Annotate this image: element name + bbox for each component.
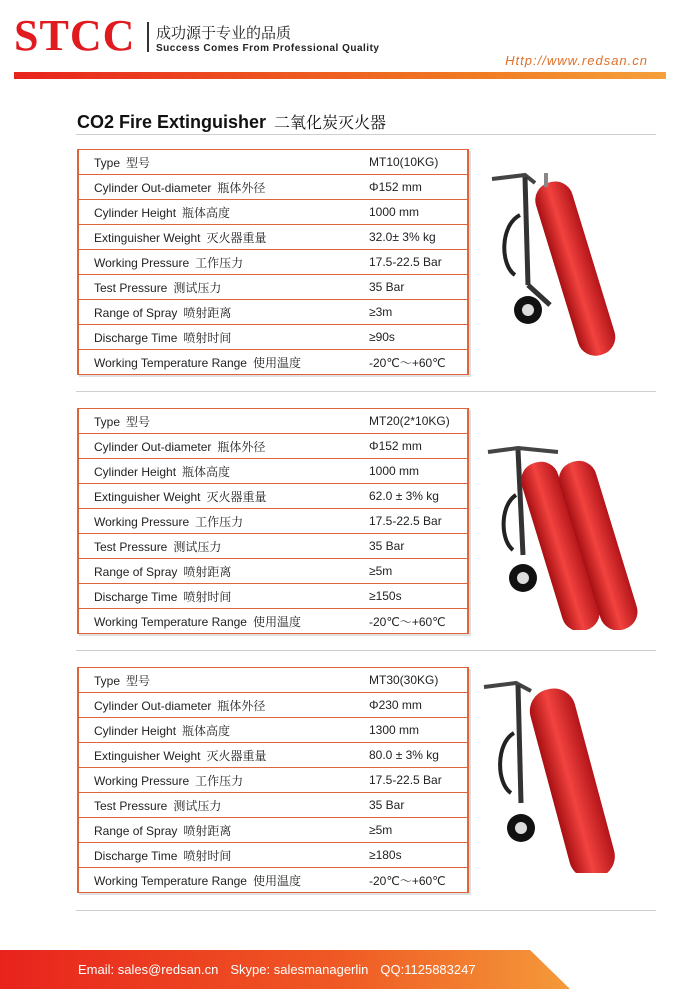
spec-value: MT30(30KG) bbox=[349, 668, 468, 693]
logo-divider bbox=[147, 22, 149, 52]
spec-label-cn: 瓶体外径 bbox=[217, 698, 266, 713]
spec-label-cn: 喷射距离 bbox=[183, 305, 232, 320]
spec-label-cn: 测试压力 bbox=[173, 798, 222, 813]
spec-row bbox=[78, 300, 468, 325]
spec-value: 1300 mm bbox=[349, 718, 468, 743]
spec-value: 32.0± 3% kg bbox=[349, 225, 468, 250]
spec-value: MT10(10KG) bbox=[349, 150, 468, 175]
spec-label-en: Range of Spray bbox=[94, 823, 178, 838]
spec-row bbox=[78, 584, 468, 609]
spec-label-cn: 喷射距离 bbox=[183, 564, 232, 579]
spec-label bbox=[78, 743, 349, 768]
spec-label bbox=[78, 275, 349, 300]
spec-label-en: Working Pressure bbox=[94, 514, 190, 529]
spec-label bbox=[78, 150, 349, 175]
spec-row bbox=[78, 693, 468, 718]
spec-label bbox=[78, 718, 349, 743]
spec-label-cn: 瓶体高度 bbox=[182, 205, 231, 220]
spec-label bbox=[78, 534, 349, 559]
spec-label-en: Test Pressure bbox=[94, 798, 168, 813]
spec-label bbox=[78, 843, 349, 868]
spec-label-cn: 测试压力 bbox=[173, 539, 222, 554]
spec-label bbox=[78, 434, 349, 459]
spec-label bbox=[78, 609, 349, 634]
spec-row bbox=[78, 718, 468, 743]
spec-row bbox=[78, 250, 468, 275]
spec-label-en: Test Pressure bbox=[94, 280, 168, 295]
spec-row bbox=[78, 843, 468, 868]
website-link[interactable]: Http://www.redsan.cn bbox=[505, 53, 648, 68]
spec-label bbox=[78, 200, 349, 225]
spec-label-cn: 瓶体外径 bbox=[217, 439, 266, 454]
spec-value: -20℃～+60℃ bbox=[349, 609, 468, 634]
spec-row bbox=[78, 275, 468, 300]
spec-value: 35 Bar bbox=[349, 275, 468, 300]
footer-skype[interactable]: Skype: salesmanagerlin bbox=[230, 962, 369, 977]
spec-label bbox=[78, 175, 349, 200]
section-divider bbox=[76, 910, 656, 911]
spec-row bbox=[78, 325, 468, 350]
spec-row bbox=[78, 350, 468, 375]
spec-label bbox=[78, 668, 349, 693]
spec-row bbox=[78, 459, 468, 484]
spec-value: ≥150s bbox=[349, 584, 468, 609]
spec-value: 80.0 ± 3% kg bbox=[349, 743, 468, 768]
footer-contacts bbox=[78, 962, 488, 977]
spec-label-cn: 型号 bbox=[126, 673, 151, 688]
spec-value: -20℃～+60℃ bbox=[349, 350, 468, 375]
spec-value: 35 Bar bbox=[349, 534, 468, 559]
mt30-extinguisher-image bbox=[476, 673, 641, 873]
title-divider bbox=[76, 134, 656, 135]
spec-label-en: Working Temperature Range bbox=[94, 355, 247, 370]
spec-label-cn: 灭火器重量 bbox=[206, 748, 267, 763]
spec-label bbox=[78, 584, 349, 609]
spec-label-cn: 喷射距离 bbox=[183, 823, 232, 838]
spec-label-cn: 喷射时间 bbox=[183, 589, 232, 604]
page-title-en: CO2 Fire Extinguisher bbox=[77, 112, 267, 132]
spec-label-en: Cylinder Out-diameter bbox=[94, 439, 212, 454]
spec-row bbox=[78, 175, 468, 200]
spec-value: Φ152 mm bbox=[349, 175, 468, 200]
section-divider bbox=[76, 650, 656, 651]
spec-value: ≥3m bbox=[349, 300, 468, 325]
spec-label-cn: 喷射时间 bbox=[183, 330, 232, 345]
spec-value: 1000 mm bbox=[349, 200, 468, 225]
spec-label-cn: 测试压力 bbox=[173, 280, 222, 295]
spec-label-en: Type bbox=[94, 414, 121, 429]
spec-row bbox=[78, 559, 468, 584]
spec-label-en: Cylinder Height bbox=[94, 205, 177, 220]
spec-row bbox=[78, 743, 468, 768]
spec-label-en: Cylinder Out-diameter bbox=[94, 180, 212, 195]
spec-label-en: Extinguisher Weight bbox=[94, 230, 201, 245]
spec-label-en: Range of Spray bbox=[94, 305, 178, 320]
page-title bbox=[77, 110, 386, 133]
spec-label-en: Range of Spray bbox=[94, 564, 178, 579]
spec-label bbox=[78, 818, 349, 843]
spec-label-en: Working Temperature Range bbox=[94, 873, 247, 888]
spec-row bbox=[78, 793, 468, 818]
spec-label bbox=[78, 300, 349, 325]
spec-row bbox=[78, 668, 468, 693]
header-color-bar bbox=[14, 72, 666, 79]
spec-row bbox=[78, 225, 468, 250]
mt20-extinguisher-image bbox=[478, 440, 660, 630]
spec-label-cn: 型号 bbox=[126, 155, 151, 170]
spec-table-mt20 bbox=[77, 408, 469, 634]
spec-row bbox=[78, 409, 468, 434]
spec-label-cn: 灭火器重量 bbox=[206, 489, 267, 504]
spec-label bbox=[78, 793, 349, 818]
spec-label-cn: 使用温度 bbox=[252, 355, 301, 370]
spec-value: ≥180s bbox=[349, 843, 468, 868]
spec-label bbox=[78, 225, 349, 250]
footer-email[interactable]: Email: sales@redsan.cn bbox=[78, 962, 219, 977]
spec-label-cn: 瓶体高度 bbox=[182, 464, 231, 479]
spec-value: Φ230 mm bbox=[349, 693, 468, 718]
spec-table-mt10 bbox=[77, 149, 469, 375]
spec-label-cn: 使用温度 bbox=[252, 873, 301, 888]
spec-value: Φ152 mm bbox=[349, 434, 468, 459]
spec-row bbox=[78, 534, 468, 559]
spec-label-en: Discharge Time bbox=[94, 589, 178, 604]
spec-label-en: Extinguisher Weight bbox=[94, 748, 201, 763]
spec-label bbox=[78, 350, 349, 375]
spec-label-en: Extinguisher Weight bbox=[94, 489, 201, 504]
spec-value: ≥90s bbox=[349, 325, 468, 350]
spec-label-cn: 喷射时间 bbox=[183, 848, 232, 863]
spec-label bbox=[78, 325, 349, 350]
spec-label-en: Type bbox=[94, 673, 121, 688]
spec-value: ≥5m bbox=[349, 559, 468, 584]
spec-label-cn: 工作压力 bbox=[195, 255, 244, 270]
spec-label bbox=[78, 768, 349, 793]
spec-label-en: Cylinder Height bbox=[94, 723, 177, 738]
spec-label-cn: 型号 bbox=[126, 414, 151, 429]
spec-label bbox=[78, 509, 349, 534]
mt10-extinguisher-image bbox=[480, 165, 630, 360]
spec-label bbox=[78, 459, 349, 484]
tagline-chinese: 成功源于专业的品质 bbox=[156, 24, 292, 42]
spec-label-en: Discharge Time bbox=[94, 330, 178, 345]
spec-label-cn: 瓶体高度 bbox=[182, 723, 231, 738]
spec-value: 17.5-22.5 Bar bbox=[349, 509, 468, 534]
spec-label bbox=[78, 250, 349, 275]
spec-row bbox=[78, 868, 468, 893]
spec-row bbox=[78, 818, 468, 843]
spec-value: -20℃～+60℃ bbox=[349, 868, 468, 893]
spec-row bbox=[78, 484, 468, 509]
footer-qq[interactable]: QQ:1125883247 bbox=[380, 962, 476, 977]
spec-label bbox=[78, 484, 349, 509]
spec-value: 62.0 ± 3% kg bbox=[349, 484, 468, 509]
spec-label-cn: 瓶体外径 bbox=[217, 180, 266, 195]
spec-label-cn: 使用温度 bbox=[252, 614, 301, 629]
spec-row bbox=[78, 509, 468, 534]
spec-label bbox=[78, 868, 349, 893]
spec-row bbox=[78, 609, 468, 634]
spec-row bbox=[78, 150, 468, 175]
spec-row bbox=[78, 768, 468, 793]
spec-label-en: Working Temperature Range bbox=[94, 614, 247, 629]
page-title-cn: 二氧化炭灭火器 bbox=[274, 113, 387, 132]
spec-value: 17.5-22.5 Bar bbox=[349, 768, 468, 793]
spec-row bbox=[78, 200, 468, 225]
tagline-english: Success Comes From Professional Quality bbox=[156, 43, 380, 54]
spec-label bbox=[78, 693, 349, 718]
spec-label-en: Working Pressure bbox=[94, 773, 190, 788]
spec-value: 1000 mm bbox=[349, 459, 468, 484]
spec-label bbox=[78, 559, 349, 584]
spec-row bbox=[78, 434, 468, 459]
spec-value: 17.5-22.5 Bar bbox=[349, 250, 468, 275]
spec-value: ≥5m bbox=[349, 818, 468, 843]
stcc-logo: STCC bbox=[14, 11, 136, 60]
spec-label-cn: 工作压力 bbox=[195, 773, 244, 788]
spec-label-en: Cylinder Height bbox=[94, 464, 177, 479]
spec-label-en: Cylinder Out-diameter bbox=[94, 698, 212, 713]
spec-label-cn: 灭火器重量 bbox=[206, 230, 267, 245]
spec-label-cn: 工作压力 bbox=[195, 514, 244, 529]
spec-value: MT20(2*10KG) bbox=[349, 409, 468, 434]
spec-label bbox=[78, 409, 349, 434]
spec-label-en: Test Pressure bbox=[94, 539, 168, 554]
spec-label-en: Type bbox=[94, 155, 121, 170]
spec-label-en: Working Pressure bbox=[94, 255, 190, 270]
section-divider bbox=[76, 391, 656, 392]
spec-table-mt30 bbox=[77, 667, 469, 893]
spec-label-en: Discharge Time bbox=[94, 848, 178, 863]
spec-value: 35 Bar bbox=[349, 793, 468, 818]
